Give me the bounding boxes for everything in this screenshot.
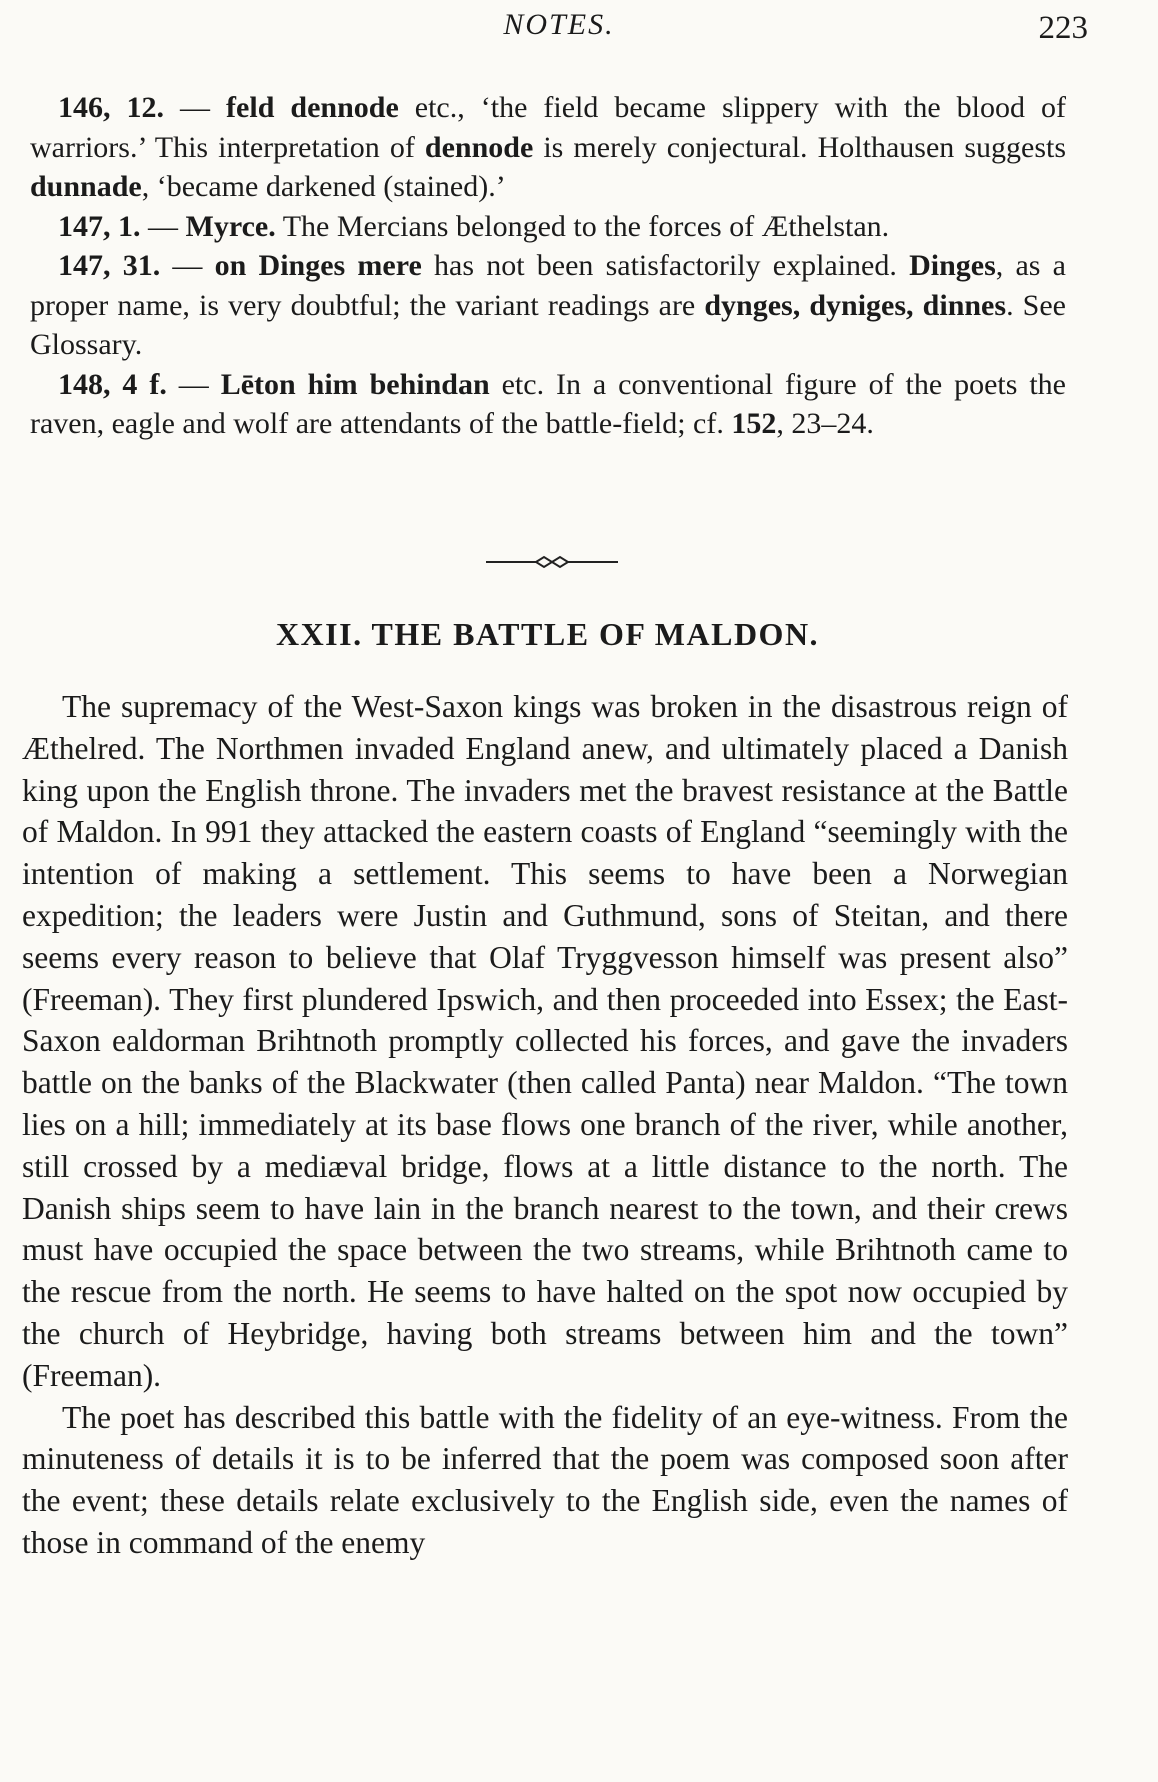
note-147-1 (30, 207, 1066, 247)
note-text: , ‘became darkened (stained).’ (141, 170, 506, 203)
note-text: etc., ‘the field became slippery with the blood of warriors.’ This interpretation of (30, 91, 1067, 164)
note-text: has not been satisfactorily explained. (421, 249, 910, 282)
note-ref: 147, 1. (58, 209, 141, 243)
body-text (22, 686, 1068, 1564)
note-ref: 147, 31. (58, 249, 161, 282)
note-148-4 (30, 365, 1066, 444)
body-paragraph: The supremacy of the West-Saxon kings was broken in the disastrous reign of Æthelred. The Northmen invaded England anew, and ultimately placed a Danish king upon the English throne. The invaders met the bravest resistance at the Battle of Maldon. In 991 they attacked the eastern coasts of England “seemingly with the intention of making a settlement. This seems to have been a Norwegian expedition; the leaders were Justin and Guthmund, sons of Steitan, and there seems every reason to believe that Olaf Tryggvesson himself was present also” (Freeman). They first plundered Ipswich, and then proceeded into Essex; the East-Saxon ealdorman Brihtnoth promptly collected his forces, and gave the invaders battle on the banks of the Blackwater (then called Panta) near Maldon. “The town lies on a hill; immediately at its base flows one branch of the river, while another, still crossed by a mediæval bridge, flows at a little distance to the north. The Danish ships seem to have lain in the branch nearest to the town, and their crews must have occupied the space between the two streams, while Brihtnoth came to the rescue from the north. He seems to have halted on the spot now occupied by the church of Heybridge, having both streams between him and the town” (Freeman). (22, 689, 1068, 1393)
note-text: etc. In a conventional figure of the poets the raven, eagle and wolf are attendants of the battle-field; cf. (30, 367, 1066, 440)
note-term: Lēton him behindan (220, 367, 490, 401)
page-header (30, 4, 1088, 44)
note-text: , as a proper name, is very doubtful; the variant readings are (30, 249, 1067, 322)
note-147-31 (30, 246, 1066, 365)
page-number: 223 (1038, 10, 1088, 46)
note-term: on Dinges mere (214, 249, 422, 282)
note-ref: 146, 12. (58, 91, 165, 124)
note-text: , 23–24. (776, 407, 874, 440)
notes-section (30, 88, 1066, 444)
section-title: XXII. THE BATTLE OF MALDON. (275, 616, 820, 652)
note-dash: — (164, 91, 227, 124)
note-146-12 (30, 88, 1066, 207)
note-term: feld dennode (226, 91, 399, 124)
body-paragraph: The poet has described this battle with the fidelity of an eye-witness. From the minuteness of details it is to be inferred that the poem was composed soon after the event; these details relate exclusively to the English side, even the names of those in command of the enemy (22, 1399, 1068, 1560)
note-dash: — (140, 209, 186, 243)
running-title: NOTES. (503, 8, 615, 41)
note-text: is merely conjectural. Holthausen suggests (533, 130, 1067, 164)
note-text: The Mercians belonged to the forces of Æthelstan. (275, 209, 890, 243)
note-term: dunnade (30, 170, 142, 203)
note-term: Myrce. (185, 209, 276, 243)
note-term: 152 (731, 407, 777, 440)
note-dash: — (166, 367, 221, 401)
note-ref: 148, 4 f. (58, 367, 167, 401)
note-term: dennode (424, 130, 534, 164)
note-term: dynges, dyniges, dinnes (704, 288, 1007, 322)
note-text: . See Glossary. (30, 288, 1067, 361)
section-divider-ornament-icon (484, 554, 620, 570)
note-term: Dinges (909, 249, 996, 282)
note-dash: — (160, 249, 215, 282)
